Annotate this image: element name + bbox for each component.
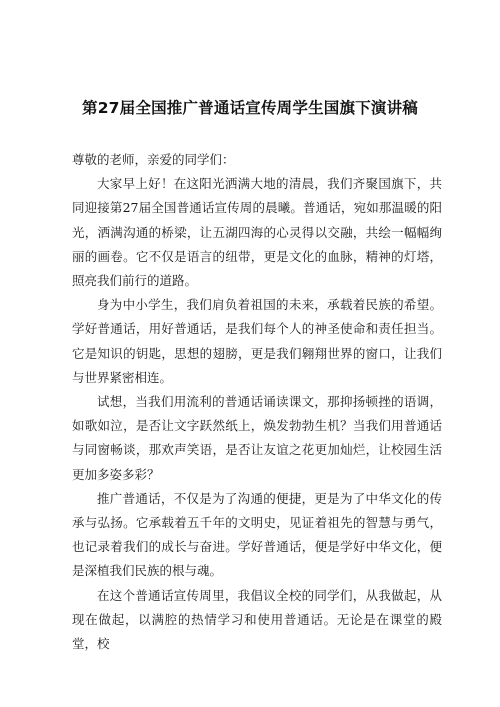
paragraph-2: 身为中小学生，我们肩负着祖国的未来，承载着民族的希望。学好普通话，用好普通话，是我们每个人的神圣使命和责任担当。它是知识的钥匙，思想的翅膀，更是我们翱翔世界的窗口，让我们与世界紧密相连。 bbox=[72, 297, 442, 385]
document-title: 第27届全国推广普通话宣传周学生国旗下演讲稿 bbox=[82, 99, 418, 117]
paragraph-3: 试想，当我们用流利的普通话诵读课文，那抑扬顿挫的语调，如歌如泣，是否让文字跃然纸上，焕发勃勃生机？当我们用普通话与同窗畅谈，那欢声笑语，是否让友谊之花更加灿烂，让校园生活更加多姿多彩？ bbox=[72, 394, 442, 482]
salutation: 尊敬的老师，亲爱的同学们： bbox=[72, 152, 235, 167]
paragraph-4: 推广普通话，不仅是为了沟通的便捷，更是为了中华文化的传承与弘扬。它承载着五千年的文明史，见证着祖先的智慧与勇气，也记录着我们的成长与奋进。学好普通话，便是学好中华文化，便是深植我们民族的根与魂。 bbox=[72, 490, 442, 579]
paragraph-1: 大家早上好！在这阳光洒满大地的清晨，我们齐聚国旗下，共同迎接第27届全国普通话宣传周的晨曦。普通话，宛如那温暖的阳光，洒满沟通的桥梁，让五湖四海的心灵得以交融，共绘一幅幅绚丽的画卷。它不仅是语言的纽带，更是文化的血脉，精神的灯塔，照亮我们前行的道路。 bbox=[72, 176, 442, 289]
document-body bbox=[72, 148, 442, 656]
paragraph-5: 在这个普通话宣传周里，我倡议全校的同学们，从我做起，从现在做起，以满腔的热情学习和使用普通话。无论是在课堂的殿堂，校 bbox=[72, 587, 442, 652]
